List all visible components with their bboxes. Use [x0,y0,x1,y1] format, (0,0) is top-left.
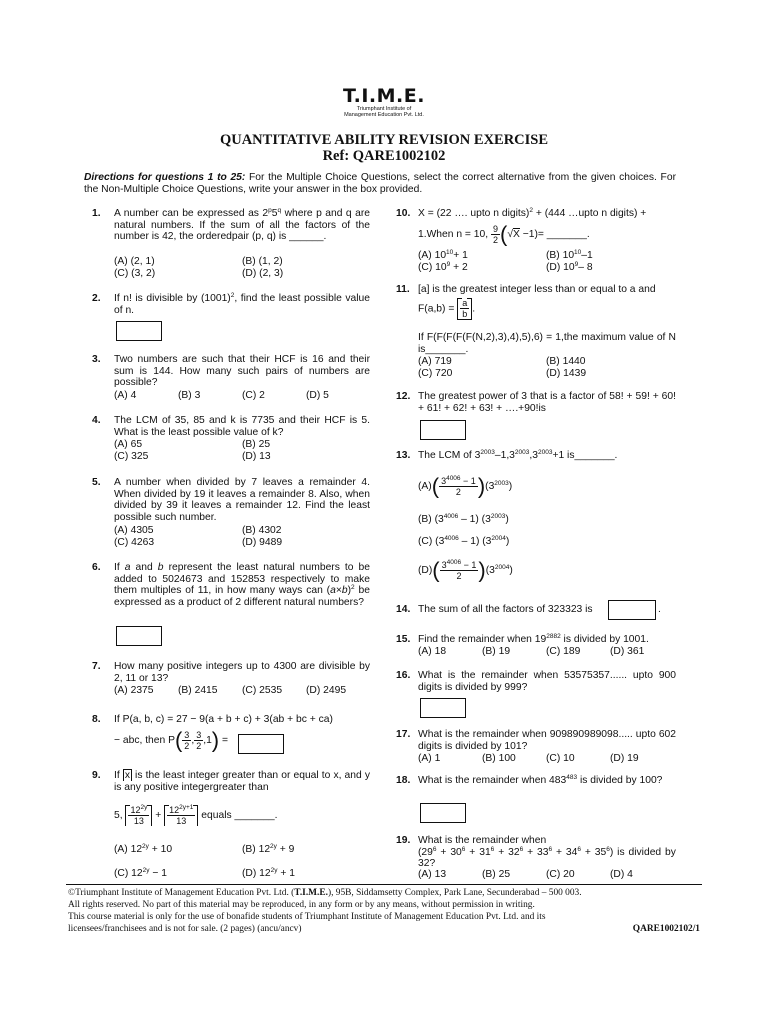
text: 12 [169,805,180,815]
option-c[interactable]: (C) 2535 [242,685,283,696]
fraction [491,224,500,245]
var: b [341,585,348,597]
numerator: a [462,298,468,308]
option-c[interactable]: (C) 189 [546,646,581,657]
option-c[interactable]: (C) (3, 2) [114,268,156,279]
sup: 6 [577,845,581,853]
option-c[interactable]: (C) 10 [546,753,575,764]
logo-text: T.I.M.E. [343,85,425,107]
text: 12 [130,805,141,815]
period: . [658,604,661,615]
answer-box[interactable] [116,321,162,341]
option-b[interactable]: (B) 19 [482,646,511,657]
question-text: [a] is the greatest integer less than or equal to a and [418,284,656,295]
denominator: 2 [456,571,462,581]
text: – 1) (3 [458,536,492,547]
sup: 2y [140,804,148,811]
sup: 483 [566,774,578,781]
option-d[interactable]: (D) 5 [306,390,329,401]
text: 5, [114,810,123,822]
sup: 4006 [443,513,459,520]
text: ) [347,585,352,597]
sup: 2882 [546,633,561,640]
text: )= _______. [534,229,590,241]
text: What is the remainder when [418,835,547,846]
text: ) is divided by 32? [418,846,676,870]
question-formula: − abc, then P( $\frac{3}{2}$ , $\frac{3}{2}$ ,1) = [114,727,228,753]
var: b [157,562,164,573]
fraction [167,805,195,826]
sup: q [277,207,282,214]
brand: T.I.M.E. [294,888,328,898]
denominator: b [462,309,468,319]
sup: 4006 [446,559,462,566]
denominator: 2 [455,487,461,497]
sup: 2 [230,292,235,299]
text: + [155,810,162,822]
fraction [128,805,149,826]
question-text [418,634,676,646]
text: (A) [418,481,432,493]
sup: 2y+1 [179,804,194,811]
option-d[interactable] [418,557,513,583]
sup: 2004 [494,564,510,572]
text: where p and q are natural numbers. If the sum of all the factors of the number is 42, the orderedpair (p, q) is ______. [114,208,370,243]
directions-lead: Directions for questions 1 to 25: [84,172,246,183]
text: (D) 12 [242,868,271,879]
text: (C) 10 [418,262,447,273]
text: + 32 [494,846,520,858]
text: 3 [441,560,447,570]
fraction [439,476,478,497]
fraction [182,730,191,751]
question-number: 5. [92,477,101,488]
text: (A) 10 [418,250,447,261]
text: The LCM of 3 [418,450,481,461]
option-b[interactable]: (B) 25 [242,439,271,450]
text: − abc, then P [114,735,175,747]
sup: 10 [446,249,454,256]
question-text: The sum of all the factors of 323323 is [418,604,593,615]
text: –1 [581,250,593,261]
sup: 2004 [491,535,506,542]
question-number: 16. [396,670,411,681]
option-c[interactable] [418,536,509,548]
option-b[interactable] [418,514,509,526]
denominator: 2 [196,741,202,751]
text: (B) (3 [418,514,444,525]
paren: ) [211,727,220,753]
option-d[interactable]: (D) 361 [610,646,645,657]
fraction [194,730,203,751]
question-number: 9. [92,770,101,781]
paren: ( [432,557,440,583]
text: × [335,585,342,597]
question-text: The greatest power of 3 that is a factor of 58! + 59! + 60! + 61! + 62! + 63! + ….+90!is [418,391,676,414]
option-c[interactable] [114,868,167,880]
text: is the least integer greater than or equal to x, and y is any positive integergreater than [114,770,370,793]
text: 5 [271,208,278,219]
numerator: 9 [492,224,498,234]
question-text: What is the remainder when 909890989098..... upto 602 digits is divided by 101? [418,729,676,752]
question-text [114,208,370,243]
text: ,1 [203,735,212,747]
logo-line2: Management Education Pvt. Ltd. [344,112,424,118]
option-b[interactable]: (B) 1440 [546,356,586,367]
question-text [418,208,676,220]
page-code: QARE1002102/1 [632,924,700,934]
option-a[interactable]: (A) 2375 [114,685,154,696]
option-d[interactable]: (D) 19 [610,753,639,764]
footer-usage: This course material is only for the use of bonafide students of Triumphant Institute of Management Education Pvt. Ltd. and its [68,912,546,922]
text: Find the remainder when 19 [418,634,547,645]
option-d[interactable]: (D) 13 [242,451,271,462]
numerator [439,476,478,487]
option-c[interactable] [418,262,468,274]
option-a[interactable]: (A) 65 [114,439,143,450]
sup: 2y [142,867,150,874]
denominator: 2 [184,741,190,751]
denominator: 13 [176,816,187,826]
sup: 6 [606,845,610,853]
option-d[interactable]: (D) 9489 [242,537,283,548]
sup: 2003 [490,513,506,520]
footer-license: licensees/franchisees and is not for sale. (2 pages) (ancu/ancv) [68,924,302,934]
question-number: 18. [396,775,411,786]
var: a [124,562,131,573]
question-number: 2. [92,293,101,304]
text: ) [505,536,510,547]
text: (D) [418,565,433,577]
text: –1,3 [494,450,515,461]
text-line-2 [418,847,676,870]
text: + 1 [453,250,468,261]
text: + 31 [465,846,491,858]
option-b[interactable]: (B) 2415 [178,685,218,696]
text: What is the remainder when 483 [418,775,567,786]
question-text [418,775,676,787]
text: −1 [519,229,535,241]
reference-code: Ref: QARE1002102 [322,148,446,164]
sup: 4006 [444,535,459,542]
text: = [219,735,228,747]
radicand: X [512,229,520,241]
text: 1.When n = 10, [418,229,491,241]
sup: 2 [351,584,355,592]
text: + 33 [523,846,549,858]
question-text: If P(a, b, c) = 27 − 9(a + b + c) + 3(ab + bc + ca) [114,714,333,725]
question-number: 15. [396,634,411,645]
text: − 1 [461,560,477,570]
question-text: What is the remainder when 53575357...... upto 900 digits is divided by 999? [418,670,676,693]
text: ©Triumphant Institute of Management Education Pvt. Ltd. ( [68,888,295,898]
text: represent the least natural numbers to be added to 5024673 and 152853 respectively to make them multiples of 11, in how many ways can ( [114,562,370,597]
option-d[interactable]: (D) 1439 [546,368,587,379]
footer-divider [66,884,702,885]
directions-text: For the Multiple Choice Questions, select the correct alternative from the given choices. For the Non-Multiple Choice Questions, write your answer in the box provided. [84,172,676,195]
question-number: 19. [396,835,411,846]
option-c[interactable]: (C) 325 [114,451,149,462]
option-a[interactable]: (A) 1 [418,753,441,764]
question-number: 17. [396,729,411,740]
question-text: A number when divided by 7 leaves a remainder 4. When divided by 19 it leaves a remainder 8. Also, when divided by 39 it leaves a remainder 12. Find the least possible such number. [114,477,370,523]
text: − 1 [149,868,167,879]
option-b[interactable]: (B) 100 [482,753,516,764]
text: If [114,770,123,781]
text: be expressed as a product of 2 different natural numbers? [114,585,370,608]
option-d[interactable] [242,868,295,880]
question-number: 8. [92,714,101,725]
option-d[interactable]: (D) (2, 3) [242,268,284,279]
question-formula [418,221,590,247]
footer-copyright [68,888,700,899]
text: + 30 [436,846,462,858]
text: is divided by 1001. [560,634,649,645]
paren: ( [174,727,183,753]
question-text [418,450,676,462]
option-a[interactable]: (A) (2, 1) [114,256,155,267]
text: + 35 [580,846,607,858]
question-text [114,293,370,316]
question-number: 3. [92,354,101,365]
option-d[interactable]: (D) 2495 [306,685,347,696]
floor-bracket [457,298,472,320]
text: equals _______. [201,810,278,822]
text: is divided by 100? [577,775,663,786]
text: − 1 [460,476,476,486]
sqrt-sign: √ [507,229,513,241]
var: a [330,585,336,597]
option-a[interactable] [418,250,468,262]
option-a[interactable]: (A) 719 [418,356,452,367]
sup: 2y [270,843,277,850]
sup: 6 [548,845,553,853]
text: + 34 [552,846,578,858]
text: + (444 …upto n digits) + [532,208,647,219]
numerator: 3 [196,730,202,740]
text: (D) 10 [546,262,575,273]
question-number: 14. [396,604,411,615]
ceiling-bracket [125,805,152,826]
paren: ( [500,221,508,247]
option-a[interactable]: (A) 13 [418,869,447,880]
option-b[interactable]: (B) 4302 [242,525,282,536]
sup: 2y [142,843,149,850]
question-number: 4. [92,415,101,426]
text: (C) (3 [418,536,445,547]
sup: 2003 [494,480,509,488]
question-text: Two numbers are such that their HCF is 16 and their sum is 144. How many such pairs of numbers are possible? [114,354,370,389]
text: (B) 12 [242,844,271,855]
sup: 2003 [514,449,530,456]
text: A number can be expressed as 2 [114,208,269,219]
text: + 9 [276,844,295,855]
option-b[interactable] [546,250,593,262]
paren: ) [477,473,486,499]
logo [0,86,768,118]
text: ), 95B, Siddamsetty Complex, Park Lane, Secunderabad – 500 003. [327,888,582,898]
question-text: The LCM of 35, 85 and k is 7735 and their HCF is 5. What is the least possible value of k? [114,415,370,438]
question-text [114,562,370,608]
text: +1 is_______. [552,450,618,461]
option-c[interactable]: (C) 720 [418,368,453,379]
document-title [0,132,768,164]
text: . [472,303,476,315]
fraction [440,560,479,581]
text: + 1 [277,868,295,879]
ceiling-x: x [124,770,130,781]
sup: 2003 [480,449,495,456]
question-text-2: If F(F(F(F(F(N,2),3),4),5),6) = 1,the maximum value of N is_______. [418,332,676,355]
text: ,3 [529,450,538,461]
ceiling-bracket [164,805,198,826]
sup: 10 [574,249,582,256]
sup: 6 [461,845,466,853]
text: – 8 [578,262,593,273]
text: 3 [441,476,447,486]
question-number: 6. [92,562,101,573]
text: – 1) (3 [458,514,491,525]
option-c[interactable]: (C) 4263 [114,537,155,548]
option-c[interactable]: (C) 20 [546,869,575,880]
text: + 10 [148,844,173,855]
option-d[interactable] [546,262,593,274]
option-a[interactable]: (A) 18 [418,646,447,657]
answer-box[interactable] [420,803,466,823]
text: , find the least possible value of n. [114,293,370,316]
text: (29 [418,846,433,858]
text: ) [509,565,513,577]
option-b[interactable]: (B) 25 [482,869,511,880]
title-text: QUANTITATIVE ABILITY REVISION EXERCISE [219,132,549,148]
option-b[interactable] [242,844,294,856]
option-b[interactable]: (B) 3 [178,390,201,401]
text: and [130,562,158,573]
question-number: 11. [396,284,410,295]
text: + 2 [450,262,468,273]
answer-box[interactable] [608,600,656,620]
text: X = (22 …. upto n digits) [418,208,530,219]
numerator: 3 [184,730,190,740]
option-d[interactable]: (D) 4 [610,869,633,880]
text: (3 [485,481,495,493]
option-a[interactable] [418,473,513,499]
question-formula [418,298,475,320]
denominator: 13 [133,816,144,826]
text: F(a,b) = [418,303,458,315]
option-a[interactable]: (A) 4305 [114,525,154,536]
sup: 6 [432,845,437,853]
sup: 6 [490,845,495,853]
directions [84,172,676,195]
sup: 4006 [446,475,461,482]
paren: ( [431,473,440,499]
denominator: 2 [492,235,498,245]
answer-box[interactable] [420,698,466,718]
answer-box[interactable] [420,420,466,440]
sup: p [268,207,272,214]
question-number: 10. [396,208,411,219]
sup: 9 [574,261,579,268]
paren: ) [478,557,486,583]
question-number: 1. [92,208,101,219]
text: If n! is divisible by (1001) [114,293,231,304]
option-a[interactable]: (A) 4 [114,390,137,401]
footer-rights: All rights reserved. No part of this material may be reproduced, in any form or by any means, without permission in writing. [68,900,535,910]
fraction [460,298,469,319]
text: ) [505,514,509,525]
question-text [418,835,676,870]
logo-line1: Triumphant Institute of [356,106,412,112]
numerator [167,805,195,816]
answer-box[interactable] [238,734,284,754]
sup: 2y [270,867,278,874]
option-b[interactable]: (B) (1, 2) [242,256,283,267]
text: ) [508,481,513,493]
question-number: 7. [92,661,101,672]
option-c[interactable]: (C) 2 [242,390,265,401]
answer-box[interactable] [116,626,162,646]
text: (B) 10 [546,250,575,261]
text: (C) 12 [114,868,143,879]
numerator [128,805,149,816]
sup: 2003 [537,449,553,456]
question-formula [114,805,277,826]
question-number: 12. [396,391,411,402]
question-number: 13. [396,450,411,461]
sup: 9 [446,261,451,268]
option-a[interactable] [114,844,172,856]
question-text [114,770,370,793]
text: (A) 12 [114,844,143,855]
numerator [440,560,479,571]
question-text: How many positive integers up to 4300 are divisible by 2, 11 or 13? [114,661,370,684]
text: If [114,562,125,573]
sup: 2 [529,207,533,214]
text: (3 [485,565,495,577]
sup: 6 [519,845,524,853]
